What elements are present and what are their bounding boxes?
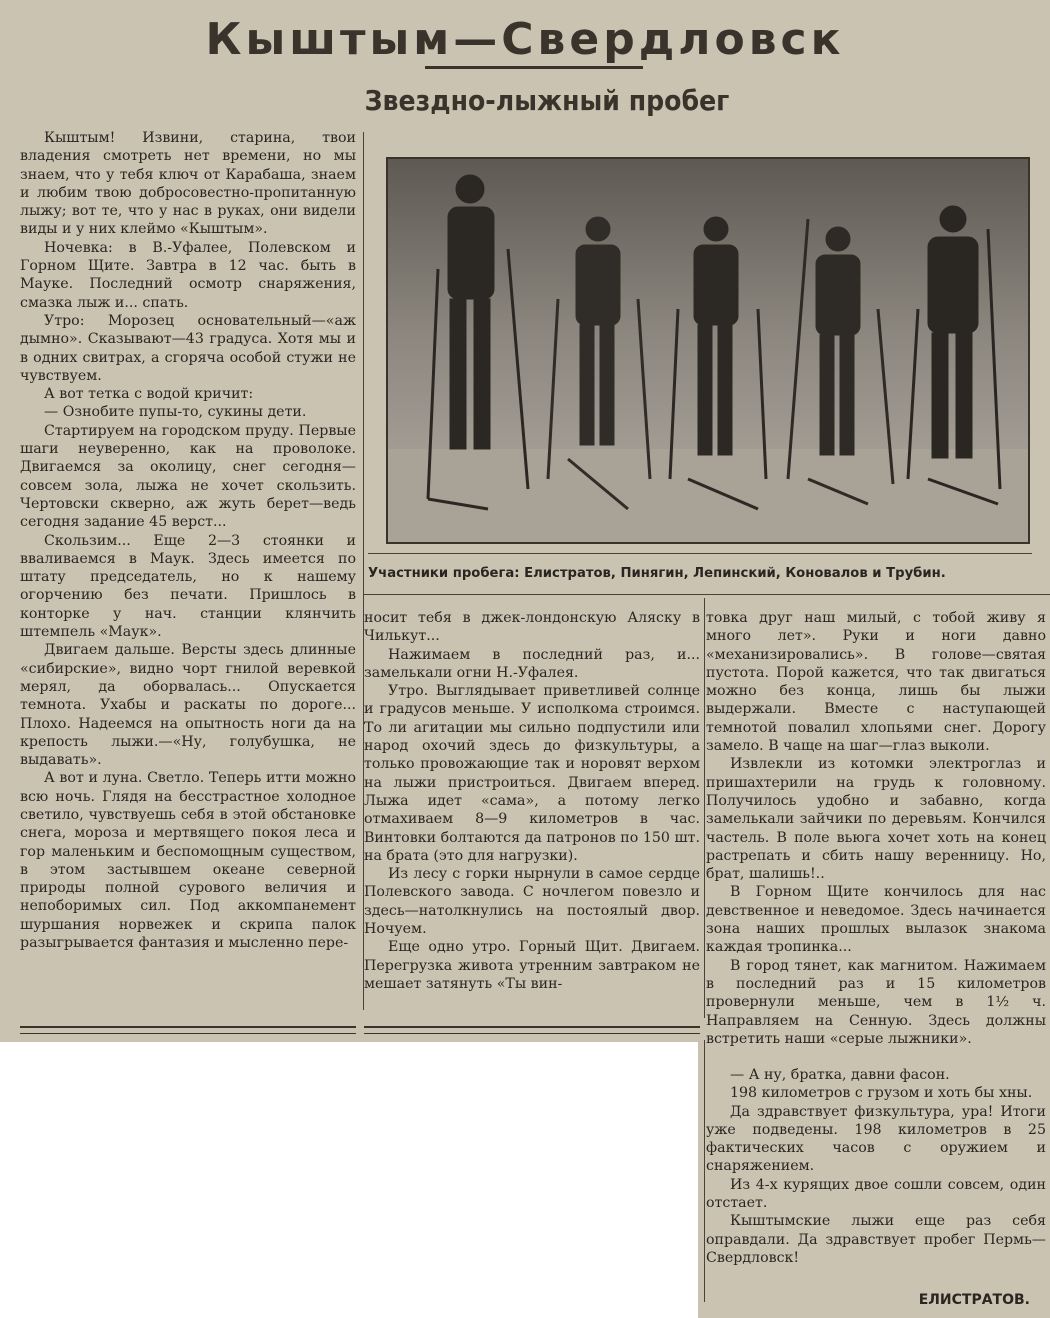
paragraph: Еще одно утро. Горный Щит. Двигаем. Перегрузка живота утренним завтраком не мешает затянуть «Ты вин- bbox=[364, 939, 700, 992]
paragraph: Ночевка: в В.-Уфалее, Полевском и Горном Щите. Завтра в 12 час. быть в Мауке. Последний осмотр снаряжения, смазка лыж и... спать. bbox=[20, 239, 356, 311]
headline-underline bbox=[425, 66, 643, 69]
paragraph: В город тянет, как магнитом. Нажимаем в последний раз и 15 километров провернули меньше, чем в 1½ ч. Направляем на Сенную. Здесь должны встретить наши «серые лыжники». bbox=[706, 957, 1046, 1047]
paragraph: — А ну, братка, давни фасон. bbox=[730, 1067, 950, 1083]
paragraph: Утро: Морозец основательный—«аж дымно». Сказывают—43 градуса. Хотя мы и в одних свитрах, а сгоряча особой стужи не чувствуем. bbox=[20, 312, 356, 384]
subheadline: Звездно-лыжный пробег bbox=[364, 84, 730, 117]
paragraph: Стартируем на городском пруду. Первые шаги неуверенно, как на проволоке. Двигаемся за околицу, снег сегодня—совсем зола, лыжа не хочет скользить. Чертовски скверно, аж жуть берет—ведь сегодня задание 45 верст... bbox=[20, 422, 356, 531]
paragraph: Из лесу с горки нырнули в самое сердце Полевского завода. С ночлегом повезло и здесь—натолкнулись на постоялый двор. Ночуем. bbox=[364, 866, 700, 938]
paragraph: А вот и луна. Светло. Теперь итти можно всю ночь. Глядя на бесстрастное холодное светило, чувствуешь себя в этой обстановке снега, мороза и мертвящего покоя леса и гор маленьким и беспомощным существом, в этом застывшем океане северной природы полной сурового величия и непоборимых сил. Под аккомпанемент шуршания норвежек и скрипа палок разыгрывается фантазия и мысленно пере- bbox=[20, 770, 356, 952]
paragraph: В Горном Щите кончилось для нас девственное и неведомое. Здесь начинается зона наших прошлых вылазок знакома каждая тропинка... bbox=[706, 884, 1046, 956]
column-2 bbox=[364, 609, 700, 993]
photo-rule bbox=[368, 553, 1032, 554]
paragraph: 198 километров с грузом и хоть бы хны. bbox=[730, 1085, 1033, 1102]
paragraph: Утро. Выглядывает приветливей солнце и градусов меньше. У исполкома строимся. То ли агитации мы сильно подпустили или народ охочий здесь до физкультуры, а только провожающие так и норовят верхом на лыжи пристроиться. Двигаем вперед. Лыжа идет «сама», а потому легко отмахиваем 8—9 километров в час. Винтовки болтаются да патронов по 150 шт. на брата (это для нагрузки). bbox=[364, 683, 700, 864]
paragraph: товка друг наш милый, с тобой живу я много лет». Руки и ноги давно «механизировались». В голове—святая пустота. Порой кажется, что так двигаться можно без конца, лишь бы лыжи выдержали. Вместе с наступающей темнотой повалил хлопьями снег. Дорогу замело. В чаще на шаг—глаз выколи. bbox=[706, 610, 1046, 755]
footer-double-rule bbox=[20, 1026, 356, 1034]
column-rule bbox=[704, 1040, 705, 1302]
skiers-photo bbox=[386, 157, 1030, 544]
paragraph: А вот тетка с водой кричит: bbox=[44, 386, 254, 403]
column-rule bbox=[704, 598, 705, 1018]
photo-caption: Участники пробега: Елистратов, Пинягин, Лепинский, Коновалов и Трубин. bbox=[368, 566, 946, 581]
caption-rule bbox=[364, 594, 1050, 595]
paragraph: — Ознобите пупы-то, сукины дети. bbox=[44, 404, 307, 421]
paragraph: Кыштымские лыжи еще раз себя оправдали. Да здравствует пробег Пермь—Свердловск! bbox=[706, 1213, 1046, 1266]
column-1 bbox=[20, 129, 356, 952]
headline: Кыштым—Свердловск bbox=[205, 14, 845, 65]
author-signature: ЕЛИСТРАТОВ. bbox=[918, 1292, 1030, 1308]
column-3 bbox=[706, 609, 1046, 1048]
paragraph: Кыштым! Извини, старина, твои владения смотреть нет времени, но мы знаем, что у тебя ключ от Карабаша, знаем и любим твою добросовестно-пропитанную лыжу; вот те, что у нас в руках, они видели виды и у них клеймо «Кыштым». bbox=[20, 130, 356, 238]
footer-double-rule bbox=[364, 1026, 700, 1034]
paragraph: Двигаем дальше. Версты здесь длинные «сибирские», видно чорт гнилой веревкой мерял, да оборвалась... Опускается темнота. Ухабы и раскаты по дороге... Плохо. Надеемся на опытность ноги да на крепость лыжи.—«Ну, голубушка, не выдавать». bbox=[20, 642, 356, 769]
paragraph: Извлекли из котомки электроглаз и пришахтерили на грудь к головному. Получилось удобно и забавно, когда замелькали зайчики по деревьям. Кончился частель. В поле вьюга хочет хоть на конец растрепать и сбить нашу веренницу. Но, брат, шалишь!.. bbox=[706, 756, 1046, 883]
skiers-photo-illustration bbox=[388, 159, 1028, 542]
paragraph: Из 4-х курящих двое сошли совсем, один отстает. bbox=[706, 1176, 1046, 1212]
paragraph: Нажимаем в последний раз, и... замелькали огни Н.-Уфалея. bbox=[364, 646, 700, 681]
paragraph: Скользим... Еще 2—3 стоянки и вваливаемся в Маук. Здесь имеется по штату председатель, но к нашему огорчению без печати. Пришлось в конторке у нач. станции клянчить штемпель «Маук». bbox=[20, 532, 356, 641]
paragraph: Да здравствует физкультура, ура! Итоги уже подведены. 198 километров в 25 фактических часов с оружием и снаряжением. bbox=[706, 1103, 1046, 1175]
paragraph: носит тебя в джек-лондонскую Аляску в Чилькут... bbox=[364, 610, 700, 645]
column-3-continued bbox=[706, 1066, 1046, 1267]
